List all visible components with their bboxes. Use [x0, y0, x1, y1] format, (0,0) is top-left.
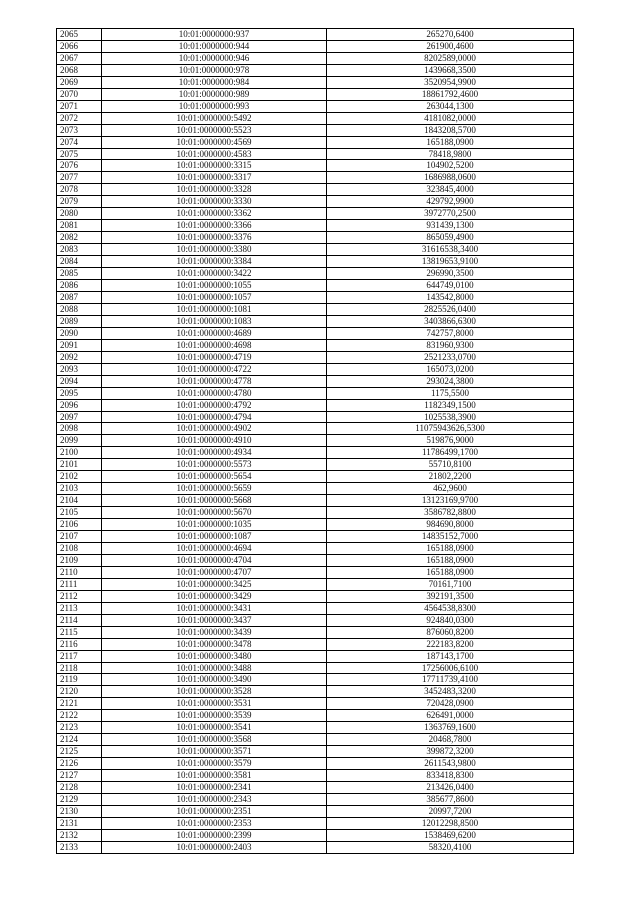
- cadastral-number-cell: 10:01:0000000:3317: [102, 172, 327, 184]
- cadastral-value-cell: 213426,0400: [327, 782, 574, 794]
- row-number-cell: 2114: [57, 614, 102, 626]
- row-number-cell: 2094: [57, 375, 102, 387]
- cadastral-number-cell: 10:01:0000000:3541: [102, 722, 327, 734]
- cadastral-value-cell: 14835152,7000: [327, 531, 574, 543]
- cadastral-number-cell: 10:01:0000000:5670: [102, 507, 327, 519]
- cadastral-number-cell: 10:01:0000000:5573: [102, 459, 327, 471]
- row-number-cell: 2095: [57, 387, 102, 399]
- cadastral-number-cell: 10:01:0000000:4902: [102, 423, 327, 435]
- cadastral-number-cell: 10:01:0000000:944: [102, 40, 327, 52]
- table-row: [57, 280, 574, 292]
- cadastral-number-cell: 10:01:0000000:3531: [102, 698, 327, 710]
- cadastral-value-cell: 1175,5500: [327, 387, 574, 399]
- cadastral-value-cell: 1538469,6200: [327, 829, 574, 841]
- table-row: [57, 208, 574, 220]
- row-number-cell: 2130: [57, 805, 102, 817]
- row-number-cell: 2104: [57, 495, 102, 507]
- row-number-cell: 2068: [57, 64, 102, 76]
- cadastral-number-cell: 10:01:0000000:3376: [102, 232, 327, 244]
- cadastral-number-cell: 10:01:0000000:4910: [102, 435, 327, 447]
- cadastral-value-cell: 2825526,0400: [327, 303, 574, 315]
- row-number-cell: 2122: [57, 710, 102, 722]
- table-row: [57, 459, 574, 471]
- table-row: [57, 531, 574, 543]
- row-number-cell: 2109: [57, 554, 102, 566]
- row-number-cell: 2065: [57, 29, 102, 41]
- cadastral-number-cell: 10:01:0000000:2341: [102, 782, 327, 794]
- row-number-cell: 2132: [57, 829, 102, 841]
- cadastral-value-cell: 20468,7800: [327, 734, 574, 746]
- table-row: [57, 686, 574, 698]
- cadastral-value-cell: 165073,0200: [327, 363, 574, 375]
- table-row: [57, 638, 574, 650]
- cadastral-value-cell: 4181082,0000: [327, 112, 574, 124]
- cadastral-value-cell: 385677,8600: [327, 794, 574, 806]
- row-number-cell: 2111: [57, 578, 102, 590]
- row-number-cell: 2110: [57, 566, 102, 578]
- cadastral-number-cell: 10:01:0000000:4794: [102, 411, 327, 423]
- cadastral-number-cell: 10:01:0000000:3431: [102, 602, 327, 614]
- cadastral-value-cell: 931439,1300: [327, 220, 574, 232]
- cadastral-value-cell: 293024,3800: [327, 375, 574, 387]
- table-row: [57, 184, 574, 196]
- row-number-cell: 2102: [57, 471, 102, 483]
- row-number-cell: 2120: [57, 686, 102, 698]
- cadastral-number-cell: 10:01:0000000:5654: [102, 471, 327, 483]
- table-row: [57, 674, 574, 686]
- row-number-cell: 2083: [57, 244, 102, 256]
- table-row: [57, 387, 574, 399]
- row-number-cell: 2092: [57, 351, 102, 363]
- row-number-cell: 2116: [57, 638, 102, 650]
- row-number-cell: 2098: [57, 423, 102, 435]
- table-row: [57, 566, 574, 578]
- cadastral-number-cell: 10:01:0000000:2343: [102, 794, 327, 806]
- cadastral-number-cell: 10:01:0000000:4583: [102, 148, 327, 160]
- row-number-cell: 2086: [57, 280, 102, 292]
- cadastral-number-cell: 10:01:0000000:5659: [102, 483, 327, 495]
- cadastral-value-cell: 17711739,4100: [327, 674, 574, 686]
- cadastral-value-cell: 1363769,1600: [327, 722, 574, 734]
- row-number-cell: 2091: [57, 339, 102, 351]
- table-row: [57, 244, 574, 256]
- row-number-cell: 2119: [57, 674, 102, 686]
- table-row: [57, 88, 574, 100]
- row-number-cell: 2128: [57, 782, 102, 794]
- row-number-cell: 2078: [57, 184, 102, 196]
- table-row: [57, 435, 574, 447]
- cadastral-value-cell: 644749,0100: [327, 280, 574, 292]
- table-row: [57, 399, 574, 411]
- table-row: [57, 232, 574, 244]
- row-number-cell: 2082: [57, 232, 102, 244]
- table-row: [57, 52, 574, 64]
- cadastral-number-cell: 10:01:0000000:2403: [102, 841, 327, 853]
- cadastral-value-cell: 165188,0900: [327, 542, 574, 554]
- row-number-cell: 2113: [57, 602, 102, 614]
- row-number-cell: 2123: [57, 722, 102, 734]
- cadastral-value-cell: 924840,0300: [327, 614, 574, 626]
- cadastral-value-cell: 13819653,9100: [327, 256, 574, 268]
- table-row: [57, 722, 574, 734]
- cadastral-value-cell: 165188,0900: [327, 136, 574, 148]
- cadastral-number-cell: 10:01:0000000:993: [102, 100, 327, 112]
- cadastral-number-cell: 10:01:0000000:3362: [102, 208, 327, 220]
- cadastral-value-cell: 742757,8000: [327, 327, 574, 339]
- cadastral-value-cell: 3403866,6300: [327, 315, 574, 327]
- cadastral-value-cell: 70161,7100: [327, 578, 574, 590]
- row-number-cell: 2066: [57, 40, 102, 52]
- cadastral-value-table: [56, 28, 574, 854]
- cadastral-value-cell: 187143,1700: [327, 650, 574, 662]
- table-row: [57, 64, 574, 76]
- cadastral-value-cell: 222183,8200: [327, 638, 574, 650]
- cadastral-value-cell: 58320,4100: [327, 841, 574, 853]
- cadastral-value-cell: 31616538,3400: [327, 244, 574, 256]
- cadastral-number-cell: 10:01:0000000:4569: [102, 136, 327, 148]
- cadastral-number-cell: 10:01:0000000:5668: [102, 495, 327, 507]
- table-row: [57, 829, 574, 841]
- cadastral-number-cell: 10:01:0000000:3490: [102, 674, 327, 686]
- cadastral-number-cell: 10:01:0000000:4792: [102, 399, 327, 411]
- cadastral-value-cell: 1686988,0600: [327, 172, 574, 184]
- table-row: [57, 220, 574, 232]
- table-row: [57, 805, 574, 817]
- cadastral-number-cell: 10:01:0000000:4704: [102, 554, 327, 566]
- cadastral-number-cell: 10:01:0000000:1087: [102, 531, 327, 543]
- cadastral-number-cell: 10:01:0000000:1055: [102, 280, 327, 292]
- table-row: [57, 423, 574, 435]
- cadastral-number-cell: 10:01:0000000:3328: [102, 184, 327, 196]
- table-row: [57, 578, 574, 590]
- row-number-cell: 2107: [57, 531, 102, 543]
- cadastral-number-cell: 10:01:0000000:1057: [102, 291, 327, 303]
- cadastral-value-cell: 13123169,9700: [327, 495, 574, 507]
- row-number-cell: 2077: [57, 172, 102, 184]
- table-row: [57, 770, 574, 782]
- row-number-cell: 2115: [57, 626, 102, 638]
- cadastral-value-cell: 392191,3500: [327, 590, 574, 602]
- row-number-cell: 2117: [57, 650, 102, 662]
- cadastral-number-cell: 10:01:0000000:4719: [102, 351, 327, 363]
- table-row: [57, 148, 574, 160]
- cadastral-number-cell: 10:01:0000000:989: [102, 88, 327, 100]
- cadastral-number-cell: 10:01:0000000:3568: [102, 734, 327, 746]
- table-row: [57, 602, 574, 614]
- table-row: [57, 172, 574, 184]
- table-row: [57, 112, 574, 124]
- table-row: [57, 351, 574, 363]
- row-number-cell: 2133: [57, 841, 102, 853]
- table-row: [57, 662, 574, 674]
- table-row: [57, 746, 574, 758]
- table-row: [57, 495, 574, 507]
- cadastral-number-cell: 10:01:0000000:4778: [102, 375, 327, 387]
- cadastral-number-cell: 10:01:0000000:3539: [102, 710, 327, 722]
- cadastral-number-cell: 10:01:0000000:984: [102, 76, 327, 88]
- row-number-cell: 2112: [57, 590, 102, 602]
- table-row: [57, 554, 574, 566]
- table-row: [57, 136, 574, 148]
- table-row: [57, 339, 574, 351]
- cadastral-number-cell: 10:01:0000000:5492: [102, 112, 327, 124]
- cadastral-number-cell: 10:01:0000000:2353: [102, 817, 327, 829]
- cadastral-number-cell: 10:01:0000000:946: [102, 52, 327, 64]
- cadastral-value-cell: 2611543,9800: [327, 758, 574, 770]
- cadastral-value-cell: 78418,9800: [327, 148, 574, 160]
- row-number-cell: 2070: [57, 88, 102, 100]
- row-number-cell: 2074: [57, 136, 102, 148]
- row-number-cell: 2100: [57, 447, 102, 459]
- cadastral-value-cell: 1025538,3900: [327, 411, 574, 423]
- row-number-cell: 2106: [57, 519, 102, 531]
- row-number-cell: 2088: [57, 303, 102, 315]
- table-row: [57, 327, 574, 339]
- cadastral-value-cell: 296990,3500: [327, 268, 574, 280]
- row-number-cell: 2103: [57, 483, 102, 495]
- cadastral-value-cell: 399872,3200: [327, 746, 574, 758]
- row-number-cell: 2085: [57, 268, 102, 280]
- row-number-cell: 2129: [57, 794, 102, 806]
- cadastral-number-cell: 10:01:0000000:3366: [102, 220, 327, 232]
- table-row: [57, 315, 574, 327]
- cadastral-number-cell: 10:01:0000000:3315: [102, 160, 327, 172]
- cadastral-value-cell: 720428,0900: [327, 698, 574, 710]
- table-row: [57, 590, 574, 602]
- table-row: [57, 29, 574, 41]
- cadastral-value-cell: 3452483,3200: [327, 686, 574, 698]
- cadastral-number-cell: 10:01:0000000:3439: [102, 626, 327, 638]
- cadastral-value-cell: 55710,8100: [327, 459, 574, 471]
- cadastral-value-cell: 626491,0000: [327, 710, 574, 722]
- cadastral-number-cell: 10:01:0000000:3488: [102, 662, 327, 674]
- table-row: [57, 841, 574, 853]
- table-row: [57, 375, 574, 387]
- table-row: [57, 507, 574, 519]
- cadastral-number-cell: 10:01:0000000:4722: [102, 363, 327, 375]
- row-number-cell: 2075: [57, 148, 102, 160]
- cadastral-value-cell: 18861792,4600: [327, 88, 574, 100]
- cadastral-value-cell: 429792,9900: [327, 196, 574, 208]
- table-row: [57, 483, 574, 495]
- cadastral-value-cell: 876060,8200: [327, 626, 574, 638]
- cadastral-value-cell: 1439668,3500: [327, 64, 574, 76]
- cadastral-value-cell: 4564538,8300: [327, 602, 574, 614]
- table-row: [57, 100, 574, 112]
- cadastral-value-cell: 8202589,0000: [327, 52, 574, 64]
- row-number-cell: 2084: [57, 256, 102, 268]
- row-number-cell: 2124: [57, 734, 102, 746]
- row-number-cell: 2121: [57, 698, 102, 710]
- row-number-cell: 2080: [57, 208, 102, 220]
- row-number-cell: 2072: [57, 112, 102, 124]
- table-row: [57, 303, 574, 315]
- row-number-cell: 2087: [57, 291, 102, 303]
- cadastral-value-cell: 21802,2200: [327, 471, 574, 483]
- row-number-cell: 2073: [57, 124, 102, 136]
- row-number-cell: 2118: [57, 662, 102, 674]
- cadastral-number-cell: 10:01:0000000:1081: [102, 303, 327, 315]
- cadastral-number-cell: 10:01:0000000:1083: [102, 315, 327, 327]
- cadastral-number-cell: 10:01:0000000:3528: [102, 686, 327, 698]
- cadastral-number-cell: 10:01:0000000:4780: [102, 387, 327, 399]
- row-number-cell: 2069: [57, 76, 102, 88]
- cadastral-number-cell: 10:01:0000000:3478: [102, 638, 327, 650]
- table-row: [57, 471, 574, 483]
- row-number-cell: 2089: [57, 315, 102, 327]
- table-row: [57, 124, 574, 136]
- row-number-cell: 2067: [57, 52, 102, 64]
- cadastral-number-cell: 10:01:0000000:4694: [102, 542, 327, 554]
- table-row: [57, 542, 574, 554]
- cadastral-value-cell: 3586782,8800: [327, 507, 574, 519]
- cadastral-number-cell: 10:01:0000000:3330: [102, 196, 327, 208]
- cadastral-number-cell: 10:01:0000000:3422: [102, 268, 327, 280]
- row-number-cell: 2127: [57, 770, 102, 782]
- table-row: [57, 817, 574, 829]
- table-row: [57, 519, 574, 531]
- cadastral-value-cell: 1182349,1500: [327, 399, 574, 411]
- table-row: [57, 411, 574, 423]
- table-row: [57, 614, 574, 626]
- row-number-cell: 2097: [57, 411, 102, 423]
- cadastral-value-cell: 323845,4000: [327, 184, 574, 196]
- table-row: [57, 363, 574, 375]
- cadastral-value-cell: 833418,8300: [327, 770, 574, 782]
- table-row: [57, 447, 574, 459]
- cadastral-value-cell: 104902,5200: [327, 160, 574, 172]
- cadastral-number-cell: 10:01:0000000:4934: [102, 447, 327, 459]
- cadastral-value-cell: 831960,9300: [327, 339, 574, 351]
- table-row: [57, 782, 574, 794]
- cadastral-value-cell: 261900,4600: [327, 40, 574, 52]
- table-row: [57, 734, 574, 746]
- row-number-cell: 2096: [57, 399, 102, 411]
- cadastral-value-cell: 519876,9000: [327, 435, 574, 447]
- cadastral-number-cell: 10:01:0000000:1035: [102, 519, 327, 531]
- row-number-cell: 2101: [57, 459, 102, 471]
- cadastral-value-cell: 143542,8000: [327, 291, 574, 303]
- cadastral-number-cell: 10:01:0000000:3581: [102, 770, 327, 782]
- table-row: [57, 160, 574, 172]
- table-row: [57, 256, 574, 268]
- row-number-cell: 2099: [57, 435, 102, 447]
- row-number-cell: 2105: [57, 507, 102, 519]
- cadastral-value-cell: 11786499,1700: [327, 447, 574, 459]
- cadastral-number-cell: 10:01:0000000:5523: [102, 124, 327, 136]
- table-body: [57, 29, 574, 854]
- cadastral-number-cell: 10:01:0000000:3429: [102, 590, 327, 602]
- row-number-cell: 2071: [57, 100, 102, 112]
- table-row: [57, 794, 574, 806]
- cadastral-value-cell: 165188,0900: [327, 554, 574, 566]
- cadastral-value-cell: 12012298,8500: [327, 817, 574, 829]
- cadastral-value-cell: 3520954,9900: [327, 76, 574, 88]
- table-row: [57, 40, 574, 52]
- row-number-cell: 2093: [57, 363, 102, 375]
- row-number-cell: 2125: [57, 746, 102, 758]
- cadastral-number-cell: 10:01:0000000:3437: [102, 614, 327, 626]
- cadastral-value-cell: 2521233,0700: [327, 351, 574, 363]
- table-row: [57, 650, 574, 662]
- row-number-cell: 2108: [57, 542, 102, 554]
- table-row: [57, 76, 574, 88]
- cadastral-number-cell: 10:01:0000000:2351: [102, 805, 327, 817]
- cadastral-number-cell: 10:01:0000000:4698: [102, 339, 327, 351]
- cadastral-number-cell: 10:01:0000000:3384: [102, 256, 327, 268]
- row-number-cell: 2081: [57, 220, 102, 232]
- cadastral-number-cell: 10:01:0000000:3480: [102, 650, 327, 662]
- row-number-cell: 2076: [57, 160, 102, 172]
- cadastral-value-cell: 1843208,5700: [327, 124, 574, 136]
- cadastral-number-cell: 10:01:0000000:3571: [102, 746, 327, 758]
- table-row: [57, 698, 574, 710]
- table-row: [57, 626, 574, 638]
- row-number-cell: 2079: [57, 196, 102, 208]
- table-row: [57, 758, 574, 770]
- cadastral-value-cell: 263044,1300: [327, 100, 574, 112]
- row-number-cell: 2090: [57, 327, 102, 339]
- cadastral-number-cell: 10:01:0000000:3425: [102, 578, 327, 590]
- row-number-cell: 2126: [57, 758, 102, 770]
- cadastral-value-cell: 165188,0900: [327, 566, 574, 578]
- cadastral-value-cell: 11075943626,5300: [327, 423, 574, 435]
- cadastral-number-cell: 10:01:0000000:4689: [102, 327, 327, 339]
- table-row: [57, 710, 574, 722]
- cadastral-number-cell: 10:01:0000000:3380: [102, 244, 327, 256]
- cadastral-value-cell: 265270,6400: [327, 29, 574, 41]
- cadastral-value-cell: 865059,4900: [327, 232, 574, 244]
- table-row: [57, 268, 574, 280]
- table-row: [57, 291, 574, 303]
- cadastral-value-cell: 984690,8000: [327, 519, 574, 531]
- cadastral-value-cell: 17256006,6100: [327, 662, 574, 674]
- row-number-cell: 2131: [57, 817, 102, 829]
- cadastral-value-cell: 462,9600: [327, 483, 574, 495]
- table-row: [57, 196, 574, 208]
- cadastral-number-cell: 10:01:0000000:978: [102, 64, 327, 76]
- cadastral-number-cell: 10:01:0000000:937: [102, 29, 327, 41]
- cadastral-value-cell: 20997,7200: [327, 805, 574, 817]
- cadastral-number-cell: 10:01:0000000:4707: [102, 566, 327, 578]
- cadastral-number-cell: 10:01:0000000:3579: [102, 758, 327, 770]
- cadastral-number-cell: 10:01:0000000:2399: [102, 829, 327, 841]
- cadastral-value-cell: 3972770,2500: [327, 208, 574, 220]
